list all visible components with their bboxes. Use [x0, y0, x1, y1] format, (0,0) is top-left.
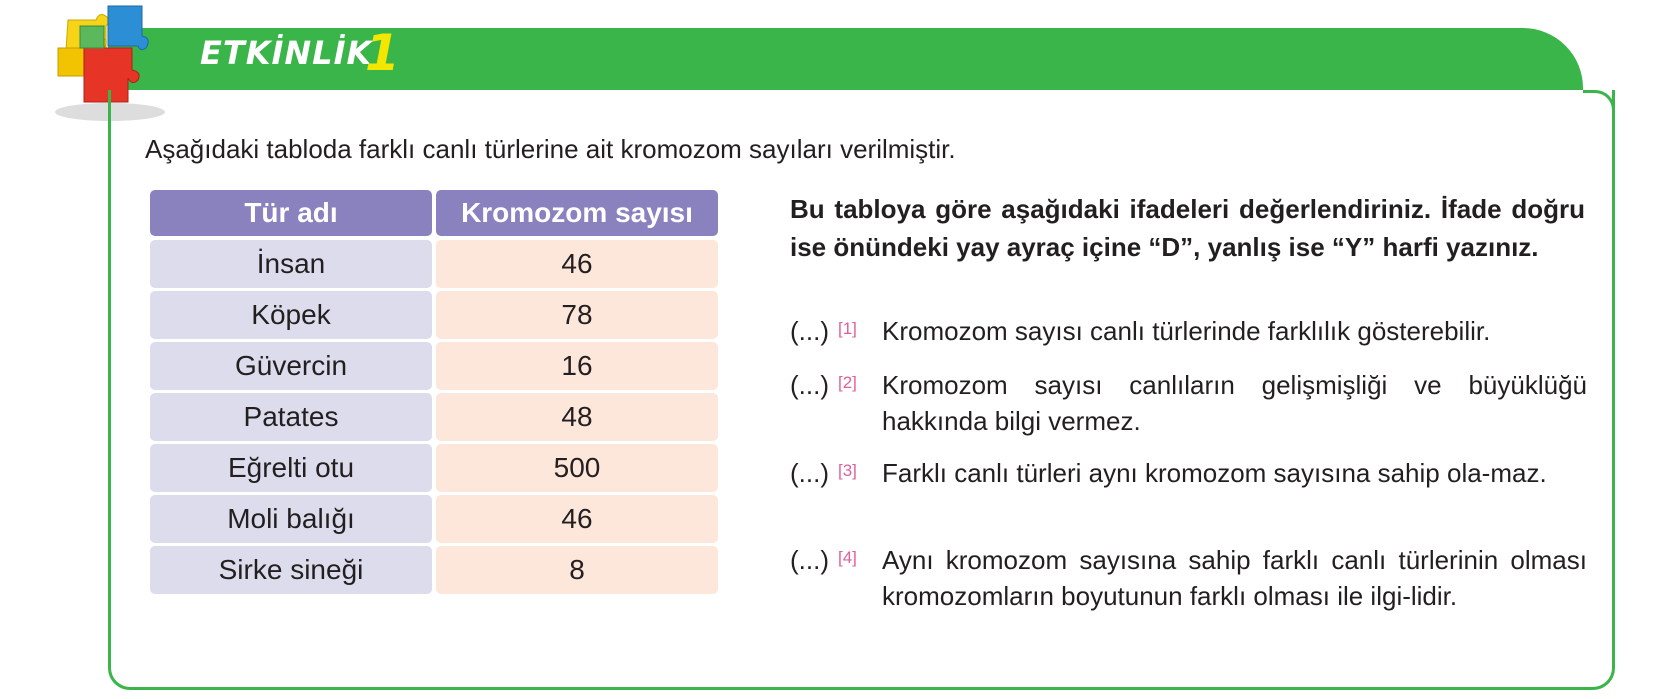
table-cell-count: 48 — [436, 393, 718, 441]
table-cell-species: İnsan — [150, 240, 432, 288]
table-cell-species: Patates — [150, 393, 432, 441]
table-header-species: Tür adı — [150, 190, 432, 236]
table-cell-count: 500 — [436, 444, 718, 492]
statement-text: Farklı canlı türleri aynı kromozom sayısına sahip ola-maz. — [882, 458, 1547, 488]
answer-blank[interactable]: (...) — [790, 370, 829, 400]
table-cell-count: 78 — [436, 291, 718, 339]
intro-text: Aşağıdaki tabloda farklı canlı türlerine ait kromozom sayıları verilmiştir. — [145, 134, 956, 164]
activity-title: ETKİNLİK — [200, 34, 373, 72]
answer-blank[interactable]: (...) — [790, 545, 829, 575]
statement-number: [3] — [838, 461, 857, 480]
table-cell-species: Moli balığı — [150, 495, 432, 543]
table-cell-count: 16 — [436, 342, 718, 390]
statement-number: [4] — [838, 548, 857, 567]
statement-text: Kromozom sayısı canlıların gelişmişliği ve büyüklüğü hakkında bilgi vermez. — [882, 370, 1587, 436]
table-cell-species: Güvercin — [150, 342, 432, 390]
statement-text: Aynı kromozom sayısına sahip farklı canlı türlerinin olması kromozomların boyutunun farklı olması ile ilgi-lidir. — [882, 545, 1587, 611]
table-cell-count: 46 — [436, 240, 718, 288]
statement-number: [2] — [838, 373, 857, 392]
instruction-text: Bu tabloya göre aşağıdaki ifadeleri değerlendiriniz. İfade doğru ise önündeki yay ayraç içine “D”, yanlış ise “Y” harfi yazınız. — [790, 194, 1585, 262]
statement-number: [1] — [838, 319, 857, 338]
table-cell-count: 8 — [436, 546, 718, 594]
activity-number: 1 — [365, 24, 400, 82]
table-cell-species: Sirke sineği — [150, 546, 432, 594]
answer-blank[interactable]: (...) — [790, 458, 829, 488]
table-cell-species: Köpek — [150, 291, 432, 339]
table-cell-species: Eğrelti otu — [150, 444, 432, 492]
table-cell-count: 46 — [436, 495, 718, 543]
table-header-count: Kromozom sayısı — [436, 190, 718, 236]
answer-blank[interactable]: (...) — [790, 316, 829, 346]
statement-text: Kromozom sayısı canlı türlerinde farklılık gösterebilir. — [882, 316, 1491, 346]
